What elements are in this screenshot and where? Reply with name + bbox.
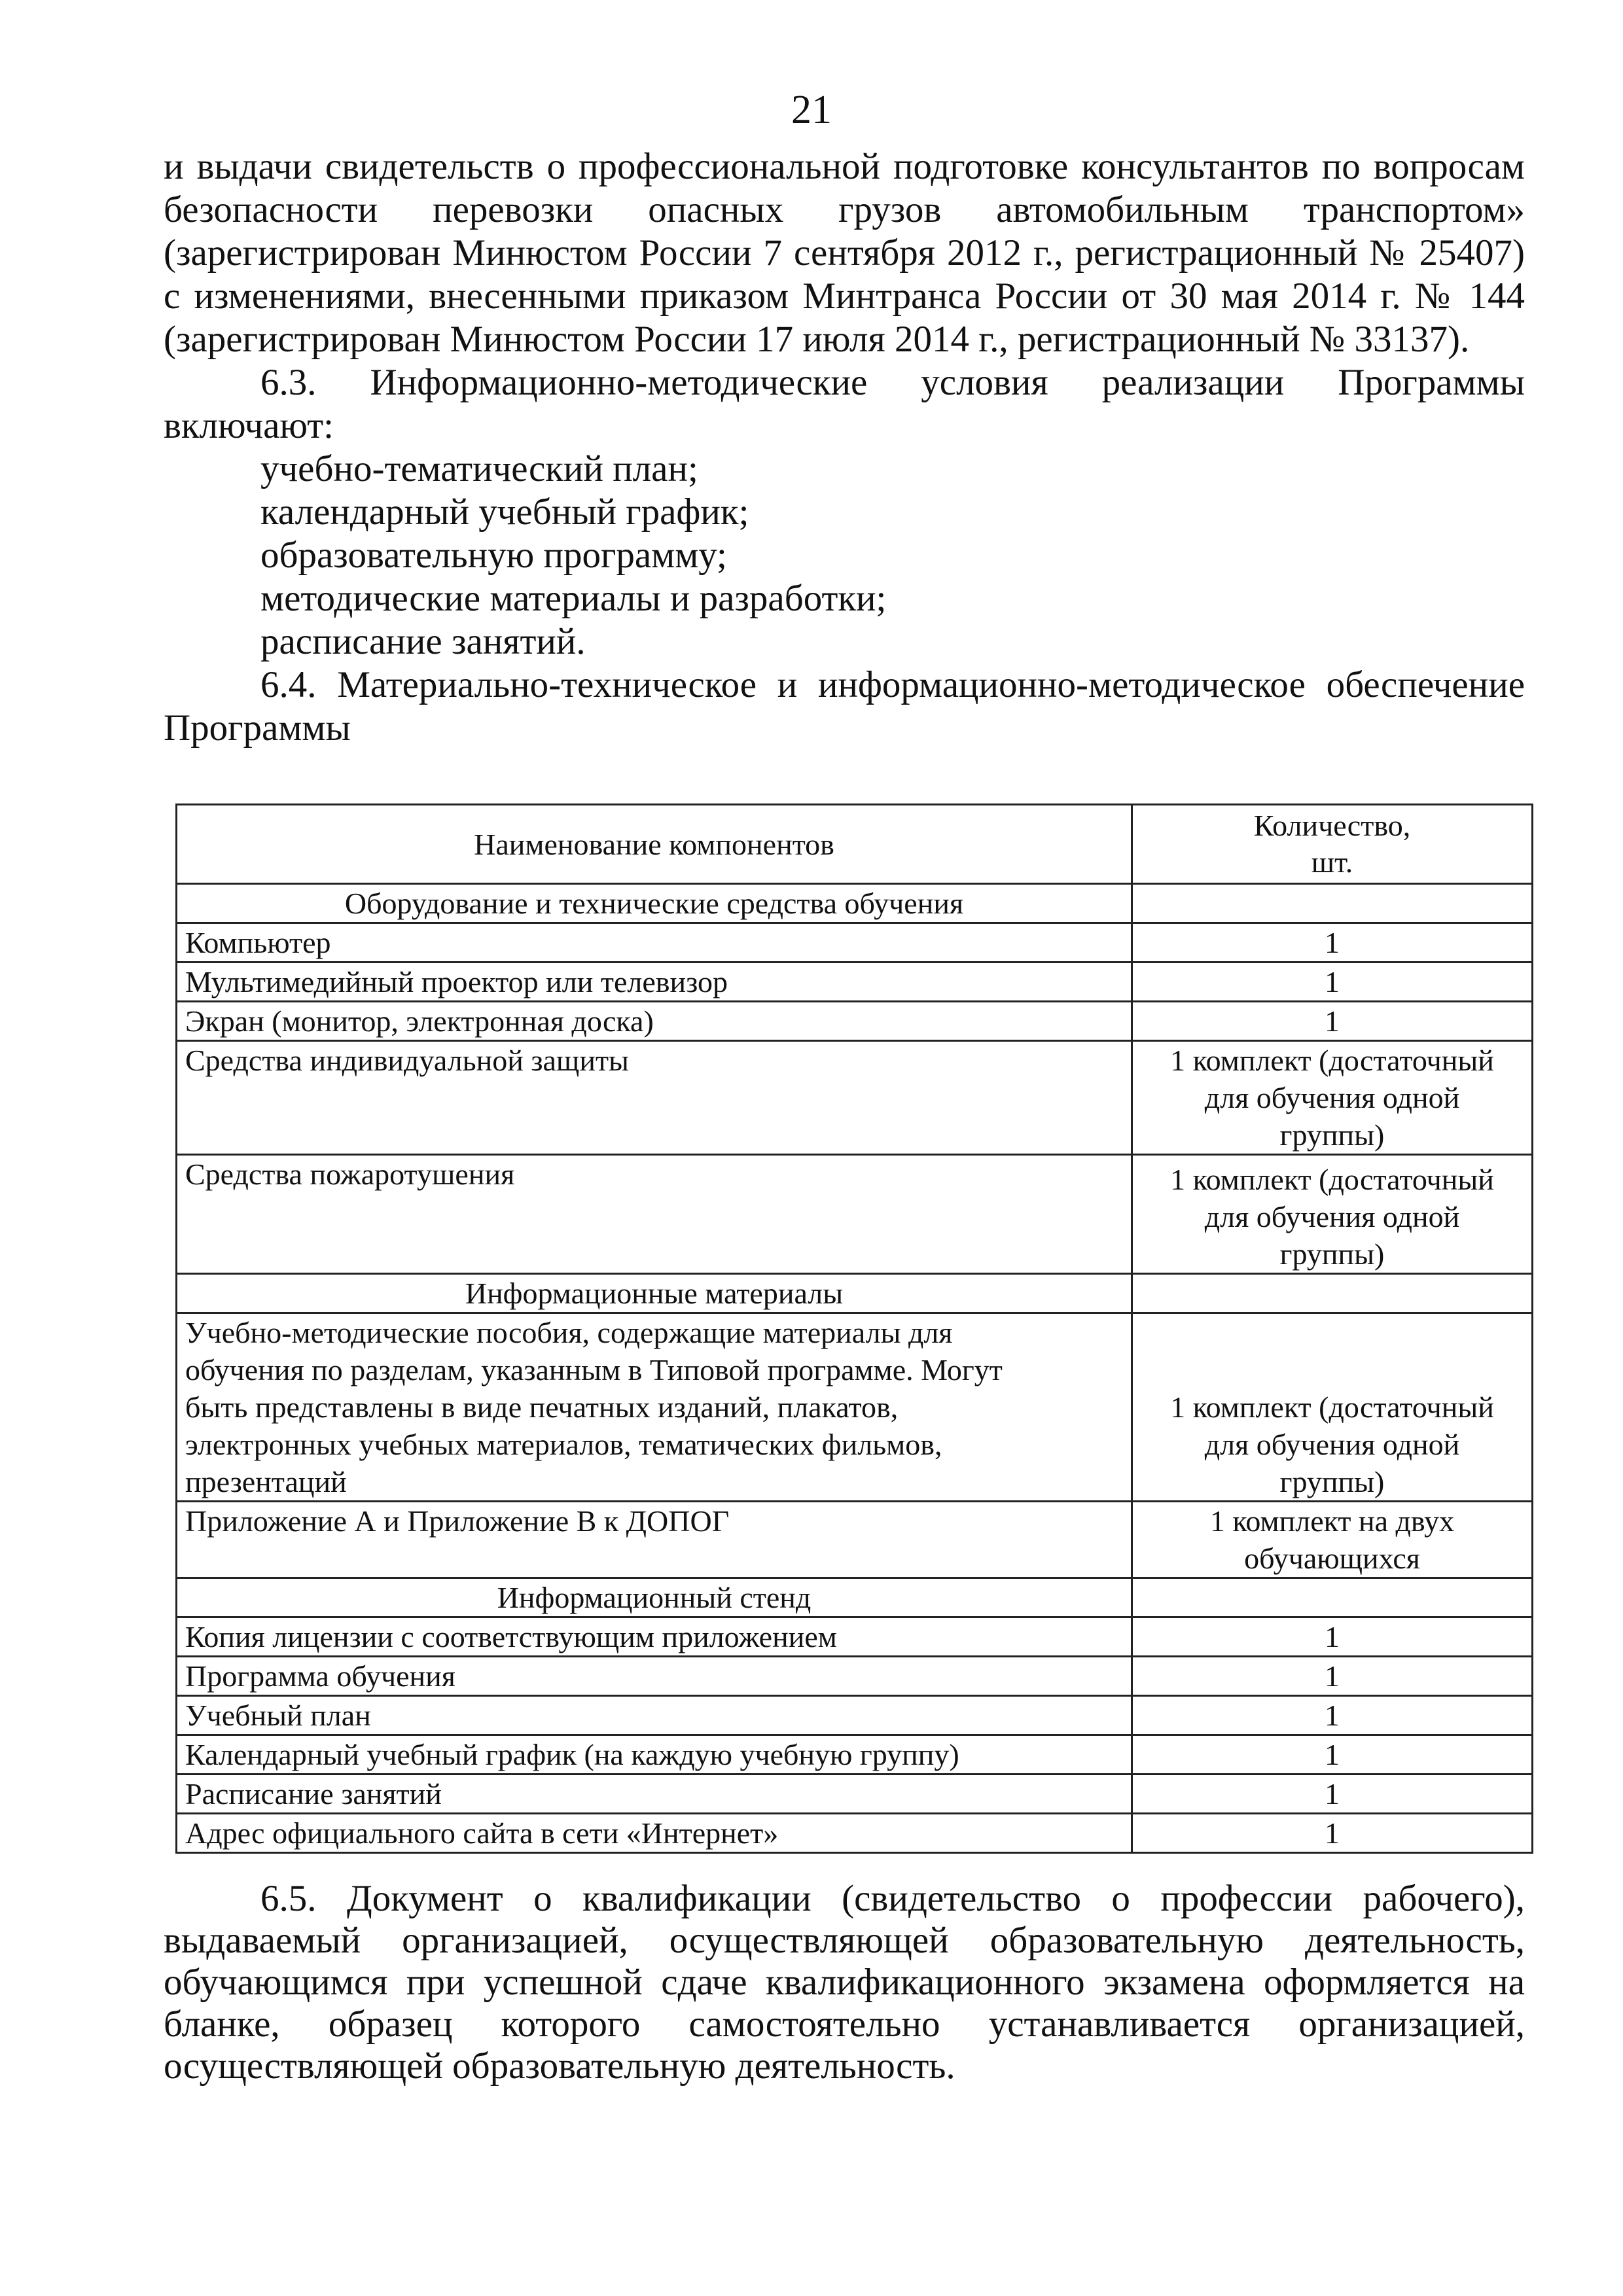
header-qty-cell <box>1132 805 1533 884</box>
intro-line-3: (зарегистрирован Минюстом России 7 сентября 2012 г., регистрационный № 25407) <box>164 232 1525 274</box>
body-text-bottom <box>164 1878 1525 2087</box>
component-qty <box>1132 1155 1533 1274</box>
table-section-row <box>177 884 1533 923</box>
table-section-row <box>177 1274 1533 1313</box>
component-qty: 1 <box>1132 923 1533 963</box>
component-qty <box>1132 1041 1533 1155</box>
list-item: образовательную программу; <box>260 535 727 576</box>
empty-cell <box>1132 1274 1533 1313</box>
component-qty <box>1132 1502 1533 1578</box>
component-name: Программа обучения <box>177 1657 1132 1696</box>
header-name-cell: Наименование компонентов <box>177 805 1132 884</box>
qty-line: обучающихся <box>1244 1542 1420 1575</box>
empty-cell <box>1132 1578 1533 1617</box>
qty-line: группы) <box>1279 1118 1385 1152</box>
section-6-5-line-1: 6.5. Документ о квалификации (свидетельство о профессии рабочего), <box>260 1878 1525 1919</box>
component-name: Учебный план <box>177 1696 1132 1735</box>
section-6-5-line-5: осуществляющей образовательную деятельность. <box>164 2045 955 2087</box>
section-6-4-line-2: Программы <box>164 707 351 749</box>
section-6-3-line-2: включают: <box>164 405 334 446</box>
component-name: Экран (монитор, электронная доска) <box>177 1002 1132 1041</box>
list-item: календарный учебный график; <box>260 491 749 533</box>
component-name: Адрес официального сайта в сети «Интернет» <box>177 1814 1132 1853</box>
section-6-5-line-3: обучающимся при успешной сдаче квалификационного экзамена оформляется на <box>164 1962 1525 2003</box>
intro-line-4: с изменениями, внесенными приказом Минтранса России от 30 мая 2014 г. № 144 <box>164 275 1525 317</box>
component-name: Средства пожаротушения <box>177 1155 1132 1274</box>
qty-line: 1 комплект (достаточный <box>1170 1044 1494 1077</box>
component-name <box>177 1313 1132 1502</box>
section-6-5-line-4: бланке, образец которого самостоятельно устанавливается организацией, <box>164 2004 1525 2045</box>
component-qty: 1 <box>1132 1617 1533 1657</box>
component-name: Средства индивидуальной защиты <box>177 1041 1132 1155</box>
header-qty-line-1: Количество, <box>1253 809 1411 842</box>
qty-line: 1 комплект на двух <box>1209 1504 1455 1538</box>
list-item: методические материалы и разработки; <box>260 578 887 619</box>
component-qty: 1 <box>1132 963 1533 1002</box>
qty-line: группы) <box>1279 1465 1385 1498</box>
qty-line: 1 комплект (достаточный <box>1170 1163 1494 1196</box>
qty-line: для обучения одной <box>1204 1200 1460 1233</box>
table-row <box>177 963 1533 1002</box>
section-6-5-line-2: выдаваемый организацией, осуществляющей образовательную деятельность, <box>164 1920 1525 1961</box>
component-name: Расписание занятий <box>177 1775 1132 1814</box>
component-name: Календарный учебный график (на каждую учебную группу) <box>177 1735 1132 1775</box>
intro-line-5: (зарегистрирован Минюстом России 17 июля 2014 г., регистрационный № 33137). <box>164 319 1470 360</box>
table-row <box>177 1617 1533 1657</box>
qty-line: для обучения одной <box>1204 1428 1460 1461</box>
component-name: Копия лицензии с соответствующим приложением <box>177 1617 1132 1657</box>
table-row <box>177 1775 1533 1814</box>
intro-line-1: и выдачи свидетельств о профессиональной подготовке консультантов по вопросам <box>164 146 1525 187</box>
component-name: Компьютер <box>177 923 1132 963</box>
list-item: учебно-тематический план; <box>260 448 698 489</box>
section-title-equipment: Оборудование и технические средства обучения <box>177 884 1132 923</box>
name-line: презентаций <box>185 1465 347 1498</box>
list-item: расписание занятий. <box>260 621 586 662</box>
table-row <box>177 923 1533 963</box>
component-name: Приложение А и Приложение В к ДОПОГ <box>177 1502 1132 1578</box>
page-number: 21 <box>791 88 832 132</box>
component-qty <box>1132 1313 1533 1502</box>
component-qty: 1 <box>1132 1657 1533 1696</box>
section-6-4-line-1: 6.4. Материально-техническое и информационно-методическое обеспечение <box>260 664 1525 705</box>
body-text-top <box>164 145 1525 750</box>
component-name: Мультимедийный проектор или телевизор <box>177 963 1132 1002</box>
intro-line-2: безопасности перевозки опасных грузов автомобильным транспортом» <box>164 189 1525 230</box>
table-row <box>177 1735 1533 1775</box>
table-row <box>177 1002 1533 1041</box>
qty-line: группы) <box>1279 1237 1385 1271</box>
table-section-row <box>177 1578 1533 1617</box>
section-title-info-stand: Информационный стенд <box>177 1578 1132 1617</box>
section-6-3-line-1: 6.3. Информационно-методические условия реализации Программы <box>260 362 1525 403</box>
name-line: быть представлены в виде печатных изданий, плакатов, <box>185 1390 899 1424</box>
component-qty: 1 <box>1132 1814 1533 1853</box>
component-qty: 1 <box>1132 1002 1533 1041</box>
component-qty: 1 <box>1132 1775 1533 1814</box>
name-line: обучения по разделам, указанным в Типовой программе. Могут <box>185 1353 1003 1386</box>
equipment-table <box>175 804 1533 1854</box>
table-row <box>177 1502 1533 1578</box>
table-row <box>177 1814 1533 1853</box>
table-row <box>177 1657 1533 1696</box>
table-row <box>177 1041 1533 1155</box>
name-line: электронных учебных материалов, тематических фильмов, <box>185 1428 942 1461</box>
name-line: Учебно-методические пособия, содержащие материалы для <box>185 1316 953 1349</box>
table-header-row <box>177 805 1533 884</box>
section-title-info-materials: Информационные материалы <box>177 1274 1132 1313</box>
component-qty: 1 <box>1132 1696 1533 1735</box>
table-row <box>177 1155 1533 1274</box>
table-row <box>177 1313 1533 1502</box>
component-qty: 1 <box>1132 1735 1533 1775</box>
qty-line: для обучения одной <box>1204 1081 1460 1114</box>
qty-line: 1 комплект (достаточный <box>1170 1390 1494 1424</box>
header-qty-line-2: шт. <box>1311 845 1353 879</box>
empty-cell <box>1132 884 1533 923</box>
table-row <box>177 1696 1533 1735</box>
